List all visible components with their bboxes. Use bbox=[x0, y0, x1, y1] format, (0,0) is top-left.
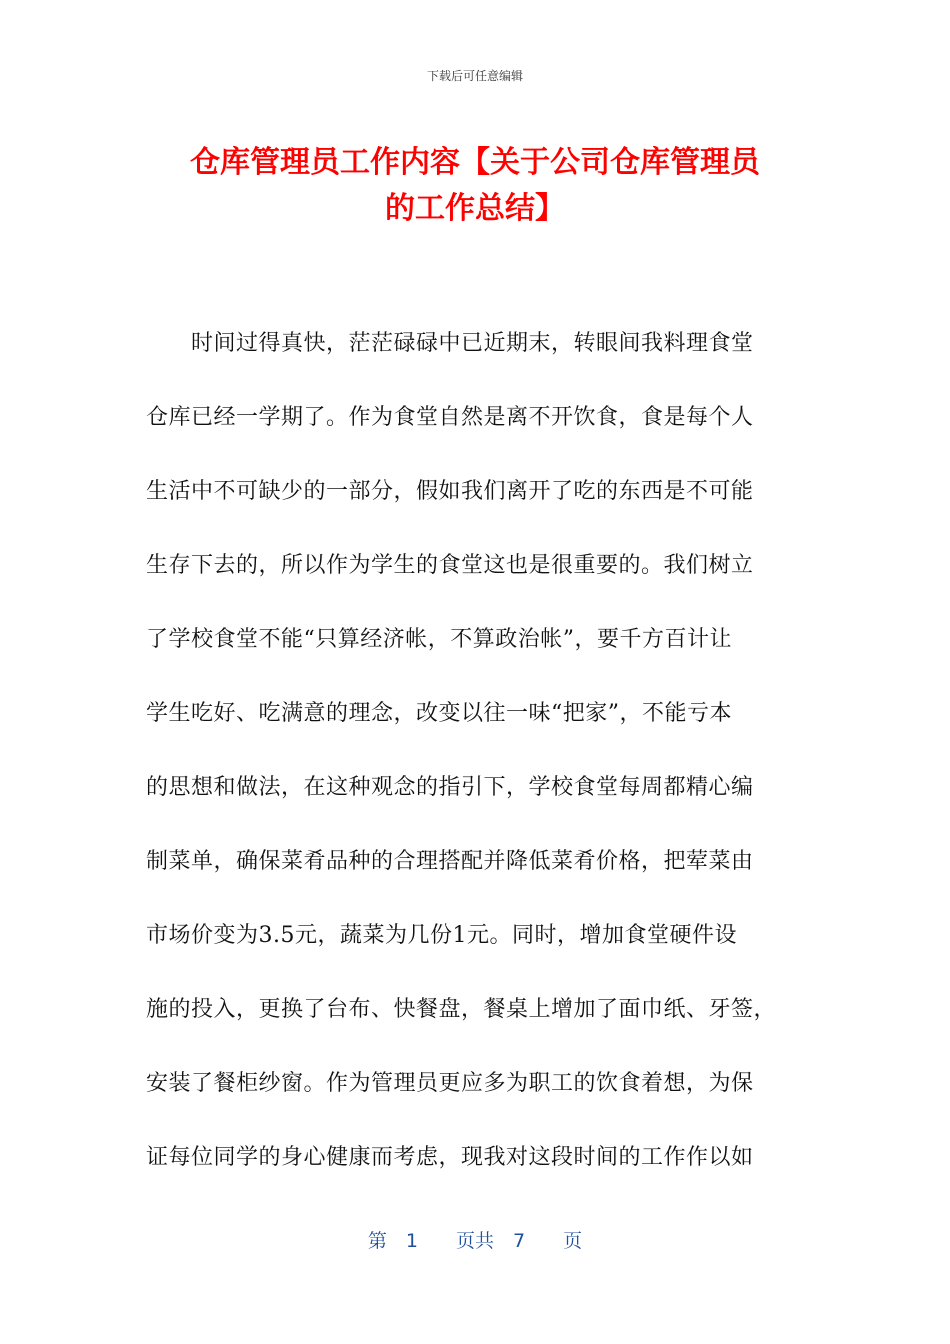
body-line: 学生吃好、吃满意的理念，改变以往一味“把家”，不能亏本 bbox=[146, 701, 732, 726]
document-title bbox=[150, 140, 800, 232]
body-line: 仓库已经一学期了。作为食堂自然是离不开饮食，食是每个人 bbox=[146, 405, 754, 430]
body-line: 了学校食堂不能“只算经济帐，不算政治帐”，要千方百计让 bbox=[146, 627, 732, 652]
body-line: 时间过得真快，茫茫碌碌中已近期末，转眼间我料理食堂 bbox=[146, 331, 754, 356]
body-line: 的思想和做法，在这种观念的指引下，学校食堂每周都精心编 bbox=[146, 775, 754, 800]
body-paragraph bbox=[146, 322, 806, 1210]
page-number-footer: 第 1 页共 7 页 bbox=[367, 1230, 583, 1252]
body-line: 施的投入，更换了台布、快餐盘，餐桌上增加了面巾纸、牙签， bbox=[146, 997, 777, 1022]
body-line: 市场价变为3.5元，蔬菜为几份1元。同时，增加食堂硬件设 bbox=[146, 923, 737, 948]
body-line: 生存下去的，所以作为学生的食堂这也是很重要的。我们树立 bbox=[146, 553, 754, 578]
body-line: 证每位同学的身心健康而考虑，现我对这段时间的工作作以如 bbox=[146, 1145, 754, 1170]
title-line-2: 的工作总结】 bbox=[385, 191, 565, 226]
title-line-1: 仓库管理员工作内容【关于公司仓库管理员 bbox=[190, 145, 760, 180]
body-line: 制菜单，确保菜肴品种的合理搭配并降低菜肴价格，把荤菜由 bbox=[146, 849, 754, 874]
body-line: 安装了餐柜纱窗。作为管理员更应多为职工的饮食着想，为保 bbox=[146, 1071, 754, 1096]
header-note: 下载后可任意编辑 bbox=[426, 69, 523, 83]
body-line: 生活中不可缺少的一部分，假如我们离开了吃的东西是不可能 bbox=[146, 479, 754, 504]
